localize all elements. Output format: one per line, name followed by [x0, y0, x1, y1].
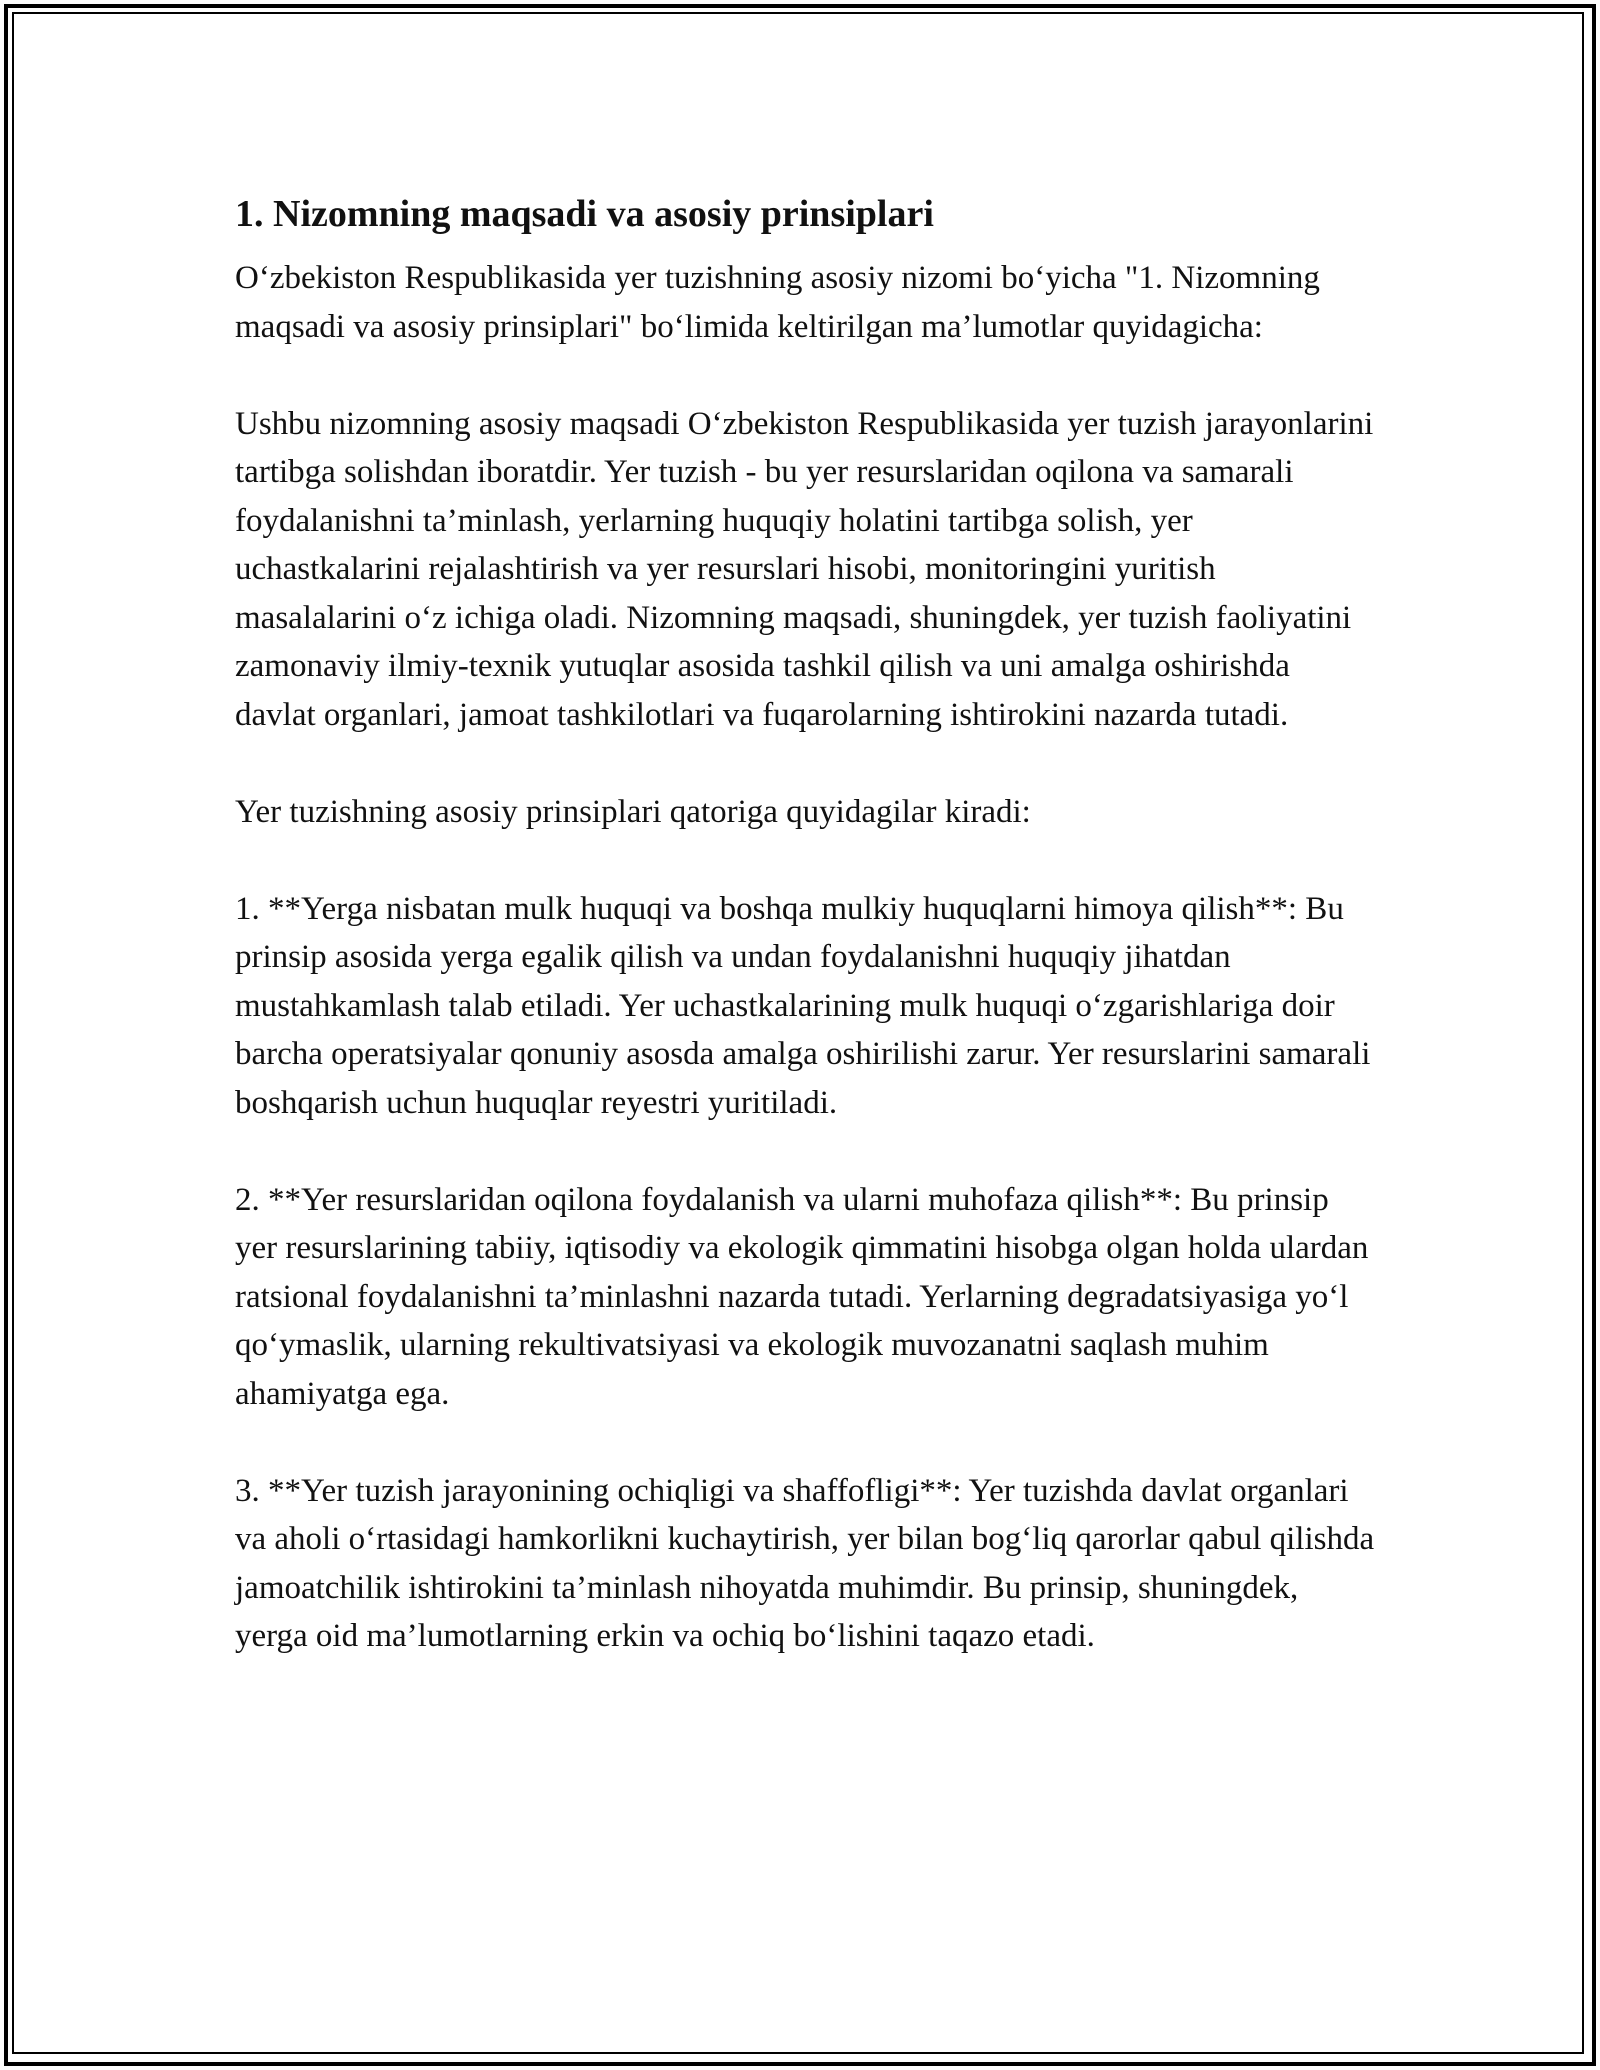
principle-1-paragraph: 1. **Yerga nisbatan mulk huquqi va boshqa mulkiy huquqlarni himoya qilish**: Bu prinsip asosida yerga egalik qilish va undan foydalanishni huquqiy jihatdan mustahkamlash talab etiladi. Yer uchastkalarining mulk huquqi o‘zgarishlariga doir barcha operatsiyalar qonuniy asosda amalga oshirilishi zarur. Yer resurslarini samarali boshqarish uchun huquqlar reyestri yuritiladi.: [235, 890, 1371, 1121]
principles-intro-paragraph: Yer tuzishning asosiy prinsiplari qatoriga quyidagilar kiradi:: [235, 793, 1031, 830]
purpose-paragraph: Ushbu nizomning asosiy maqsadi O‘zbekiston Respublikasida yer tuzish jarayonlarini tartibga solishdan iboratdir. Yer tuzish - bu yer resurslaridan oqilona va samarali foydalanishni ta’minlash, yerlarning huquqiy holatini tartibga solish, yer uchastkalarini rejalashtirish va yer resurslari hisobi, monitoringini yuritish masalalarini o‘z ichiga oladi. Nizomning maqsadi, shuningdek, yer tuzish faoliyatini zamonaviy ilmiy-texnik yutuqlar asosida tashkil qilish va uni amalga oshirishda davlat organlari, jamoat tashkilotlari va fuqarolarning ishtirokini nazarda tutadi.: [235, 405, 1374, 733]
document-body: [235, 186, 1375, 1709]
section-title: 1. Nizomning maqsadi va asosiy prinsiplari: [235, 193, 934, 235]
intro-paragraph: O‘zbekiston Respublikasida yer tuzishning asosiy nizomi bo‘yicha "1. Nizomning maqsadi va asosiy prinsiplari" bo‘limida keltirilgan ma’lumotlar quyidagicha:: [235, 260, 1320, 345]
principle-3-paragraph: 3. **Yer tuzish jarayonining ochiqligi va shaffofligi**: Yer tuzishda davlat organlari va aholi o‘rtasidagi hamkorlikni kuchaytirish, yer bilan bog‘liq qarorlar qabul qilishda jamoatchilik ishtirokini ta’minlash nihoyatda muhimdir. Bu prinsip, shuningdek, yerga oid ma’lumotlarning erkin va ochiq bo‘lishini taqazo etadi.: [235, 1472, 1375, 1654]
principle-2-paragraph: 2. **Yer resurslaridan oqilona foydalanish va ularni muhofaza qilish**: Bu prinsip yer resurslarining tabiiy, iqtisodiy va ekologik qimmatini hisobga olgan holda ulardan ratsional foydalanishni ta’minlashni nazarda tutadi. Yerlarning degradatsiyasiga yo‘l qo‘ymaslik, ularning rekultivatsiyasi va ekologik muvozanatni saqlash muhim ahamiyatga ega.: [235, 1181, 1369, 1412]
